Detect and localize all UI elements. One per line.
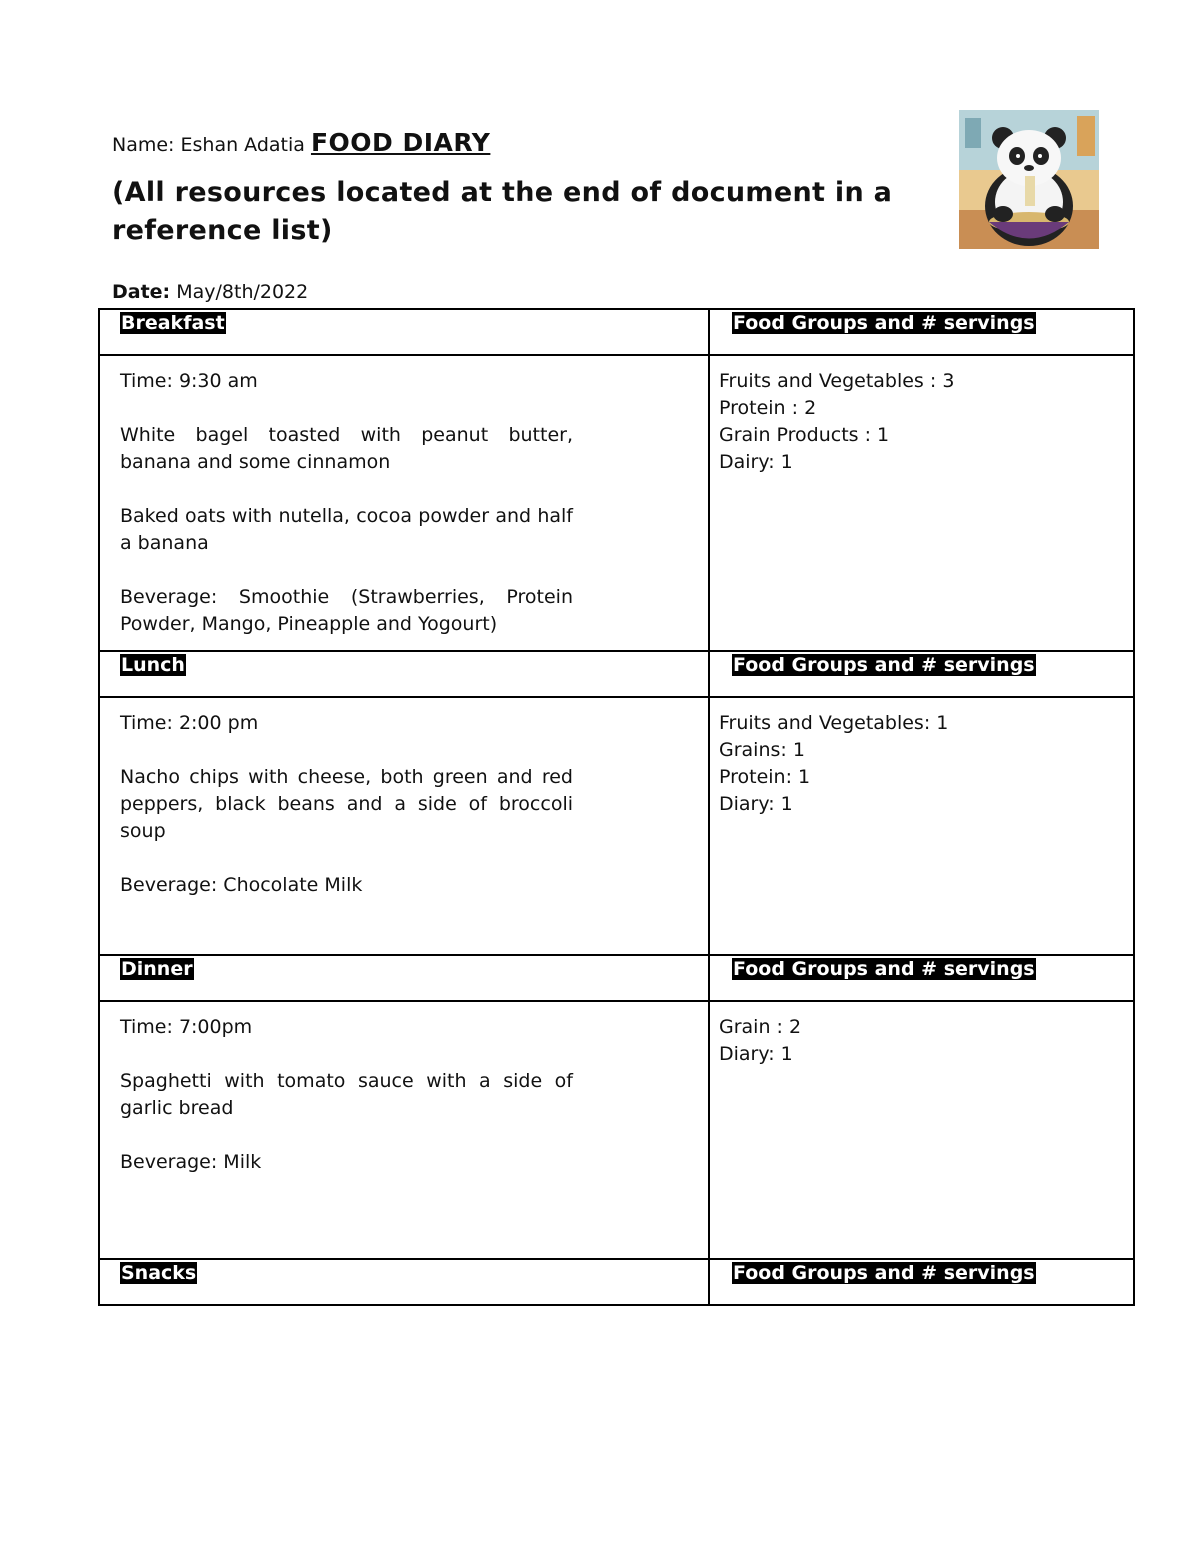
breakfast-item: Baked oats with nutella, cocoa powder and half a banana xyxy=(120,505,573,554)
serving-line: Diary: 1 xyxy=(719,1043,793,1065)
breakfast-groups-heading: Food Groups and # servings xyxy=(733,312,1035,334)
dinner-description xyxy=(99,1001,709,1259)
dinner-time: Time: 7:00pm xyxy=(120,1016,253,1038)
dinner-beverage: Beverage: Milk xyxy=(120,1151,262,1173)
serving-line: Fruits and Vegetables : 3 xyxy=(719,370,955,392)
breakfast-description xyxy=(99,355,709,651)
food-diary-table xyxy=(98,308,1135,1306)
snacks-heading: Snacks xyxy=(121,1262,197,1284)
dinner-groups-heading: Food Groups and # servings xyxy=(733,958,1035,980)
breakfast-heading: Breakfast xyxy=(121,312,225,334)
dinner-row xyxy=(99,1001,1134,1259)
breakfast-row xyxy=(99,355,1134,651)
dinner-heading-cell xyxy=(99,955,709,1001)
breakfast-servings xyxy=(709,355,1134,651)
dinner-item: Spaghetti with tomato sauce with a side of garlic bread xyxy=(120,1070,573,1119)
snacks-heading-cell xyxy=(99,1259,709,1305)
breakfast-item: White bagel toasted with peanut butter, banana and some cinnamon xyxy=(120,424,573,473)
lunch-heading-cell xyxy=(99,651,709,697)
resources-note: (All resources located at the end of document in a reference list) xyxy=(112,177,893,246)
lunch-row xyxy=(99,697,1134,955)
lunch-beverage: Beverage: Chocolate Milk xyxy=(120,874,363,896)
snacks-groups-heading: Food Groups and # servings xyxy=(733,1262,1035,1284)
panda-eating-image xyxy=(959,110,1099,249)
breakfast-heading-cell xyxy=(99,309,709,355)
date-label: Date: xyxy=(112,281,171,303)
student-name: Name: Eshan Adatia xyxy=(112,134,305,156)
snacks-header-row xyxy=(99,1259,1134,1305)
snacks-groups-heading-cell xyxy=(709,1259,1134,1305)
serving-line: Protein : 2 xyxy=(719,397,817,419)
lunch-groups-heading: Food Groups and # servings xyxy=(733,654,1035,676)
dinner-header-row xyxy=(99,955,1134,1001)
document-title: FOOD DIARY xyxy=(310,128,491,157)
lunch-groups-heading-cell xyxy=(709,651,1134,697)
date-value: May/8th/2022 xyxy=(176,281,309,303)
serving-line: Grains: 1 xyxy=(719,739,805,761)
dinner-heading: Dinner xyxy=(121,958,193,980)
serving-line: Protein: 1 xyxy=(719,766,811,788)
lunch-heading: Lunch xyxy=(121,654,185,676)
serving-line: Fruits and Vegetables: 1 xyxy=(719,712,949,734)
lunch-time: Time: 2:00 pm xyxy=(120,712,259,734)
dinner-groups-heading-cell xyxy=(709,955,1134,1001)
lunch-header-row xyxy=(99,651,1134,697)
breakfast-header-row xyxy=(99,309,1134,355)
lunch-item: Nacho chips with cheese, both green and red peppers, black beans and a side of broccoli soup xyxy=(120,766,573,842)
dinner-servings xyxy=(709,1001,1134,1259)
serving-line: Dairy: 1 xyxy=(719,451,793,473)
breakfast-groups-heading-cell xyxy=(709,309,1134,355)
serving-line: Diary: 1 xyxy=(719,793,793,815)
name-title-line xyxy=(112,128,490,157)
serving-line: Grain : 2 xyxy=(719,1016,802,1038)
lunch-servings xyxy=(709,697,1134,955)
serving-line: Grain Products : 1 xyxy=(719,424,890,446)
lunch-description xyxy=(99,697,709,955)
breakfast-beverage: Beverage: Smoothie (Strawberries, Protein Powder, Mango, Pineapple and Yogourt) xyxy=(120,586,573,635)
date-line xyxy=(112,281,308,303)
breakfast-time: Time: 9:30 am xyxy=(120,370,258,392)
